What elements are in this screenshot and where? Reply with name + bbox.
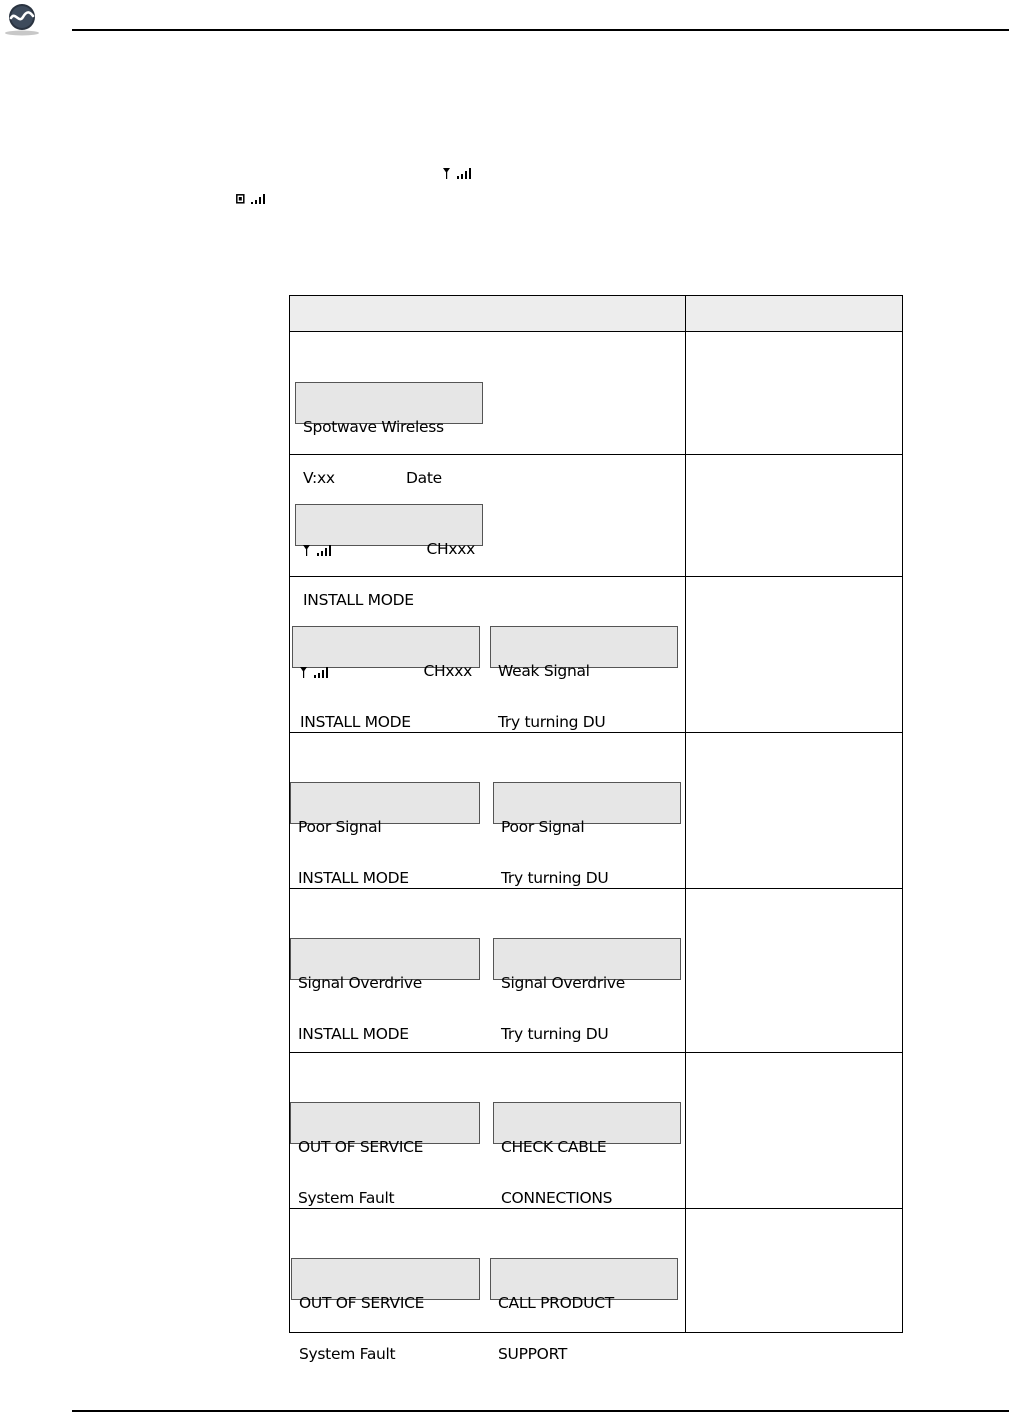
- display-cell: [290, 733, 686, 889]
- lcd-line-2: INSTALL MODE: [298, 1025, 409, 1043]
- display-cell: [290, 1209, 686, 1363]
- lcd-display: [290, 938, 480, 1043]
- description-cell: [686, 1209, 903, 1333]
- lcd-line-2: Try turning DU: [501, 1025, 609, 1043]
- lcd-line-1: CALL PRODUCT: [498, 1294, 614, 1312]
- lcd-line-2: INSTALL MODE: [298, 869, 409, 887]
- lcd-line-2: INSTALL MODE: [303, 591, 414, 609]
- lcd-display: [490, 1258, 678, 1363]
- lcd-channel: CHxxx: [423, 662, 472, 680]
- box-signal-icon: [236, 193, 270, 206]
- lcd-line-2: System Fault: [299, 1345, 396, 1363]
- lcd-line-2: CONNECTIONS: [501, 1189, 613, 1207]
- description-cell: [686, 577, 903, 733]
- table-row: [290, 455, 903, 577]
- lcd-line-1: [300, 663, 479, 680]
- lcd-display: [490, 626, 678, 731]
- description-cell: [686, 455, 903, 577]
- lcd-line-2: Try turning DU: [498, 713, 606, 731]
- lcd-display: [493, 938, 681, 1043]
- lcd-line-1: CHECK CABLE: [501, 1138, 607, 1156]
- lcd-channel: CHxxx: [426, 540, 475, 558]
- spotwave-logo-icon: [2, 2, 40, 36]
- description-cell: [686, 733, 903, 889]
- lcd-line-1: Poor Signal: [298, 818, 382, 836]
- description-cell: [686, 1053, 903, 1209]
- lcd-line-1: OUT OF SERVICE: [299, 1294, 425, 1312]
- lcd-line-2: Try turning DU: [501, 869, 609, 887]
- lcd-display: [290, 1102, 480, 1207]
- footer-rule: [72, 1410, 1009, 1412]
- table-row: [290, 332, 903, 455]
- lcd-line-1: Signal Overdrive: [298, 974, 422, 992]
- lcd-display: [292, 626, 480, 731]
- display-cell: [290, 577, 686, 733]
- table-row: [290, 733, 903, 889]
- header-cell-display: [290, 296, 686, 332]
- table-header-row: [290, 296, 903, 332]
- lcd-line-2: System Fault: [298, 1189, 395, 1207]
- lcd-line-1: Weak Signal: [498, 662, 590, 680]
- antenna-signal-icon: [300, 667, 332, 679]
- display-cell: [290, 455, 686, 609]
- lcd-line-1: Signal Overdrive: [501, 974, 625, 992]
- lcd-date: Date: [406, 469, 442, 487]
- table-row: [290, 1209, 903, 1333]
- lcd-line-2: INSTALL MODE: [300, 713, 411, 731]
- lcd-line-1: Poor Signal: [501, 818, 585, 836]
- lcd-display: [295, 382, 483, 487]
- display-cell: [290, 1053, 686, 1209]
- lcd-display: [291, 1258, 480, 1363]
- lcd-screens-table: [289, 295, 903, 1363]
- lcd-line-1: [303, 541, 482, 558]
- antenna-signal-icon: [443, 167, 475, 180]
- table-row: [290, 1053, 903, 1209]
- lcd-line-2: SUPPORT: [498, 1345, 568, 1363]
- header-cell-description: [686, 296, 903, 332]
- antenna-signal-icon: [303, 545, 335, 557]
- lcd-version: V:xx: [303, 469, 335, 487]
- lcd-display: [493, 782, 681, 887]
- lcd-line-1: OUT OF SERVICE: [298, 1138, 424, 1156]
- lcd-display: [493, 1102, 681, 1207]
- display-cell: [290, 332, 686, 487]
- description-cell: [686, 332, 903, 455]
- table-row: [290, 889, 903, 1053]
- lcd-line-1: Spotwave Wireless: [303, 418, 444, 436]
- lcd-display: [295, 504, 483, 609]
- display-cell: [290, 889, 686, 1053]
- table-row: [290, 577, 903, 733]
- header-rule: [72, 29, 1009, 31]
- lcd-display: [290, 782, 480, 887]
- description-cell: [686, 889, 903, 1053]
